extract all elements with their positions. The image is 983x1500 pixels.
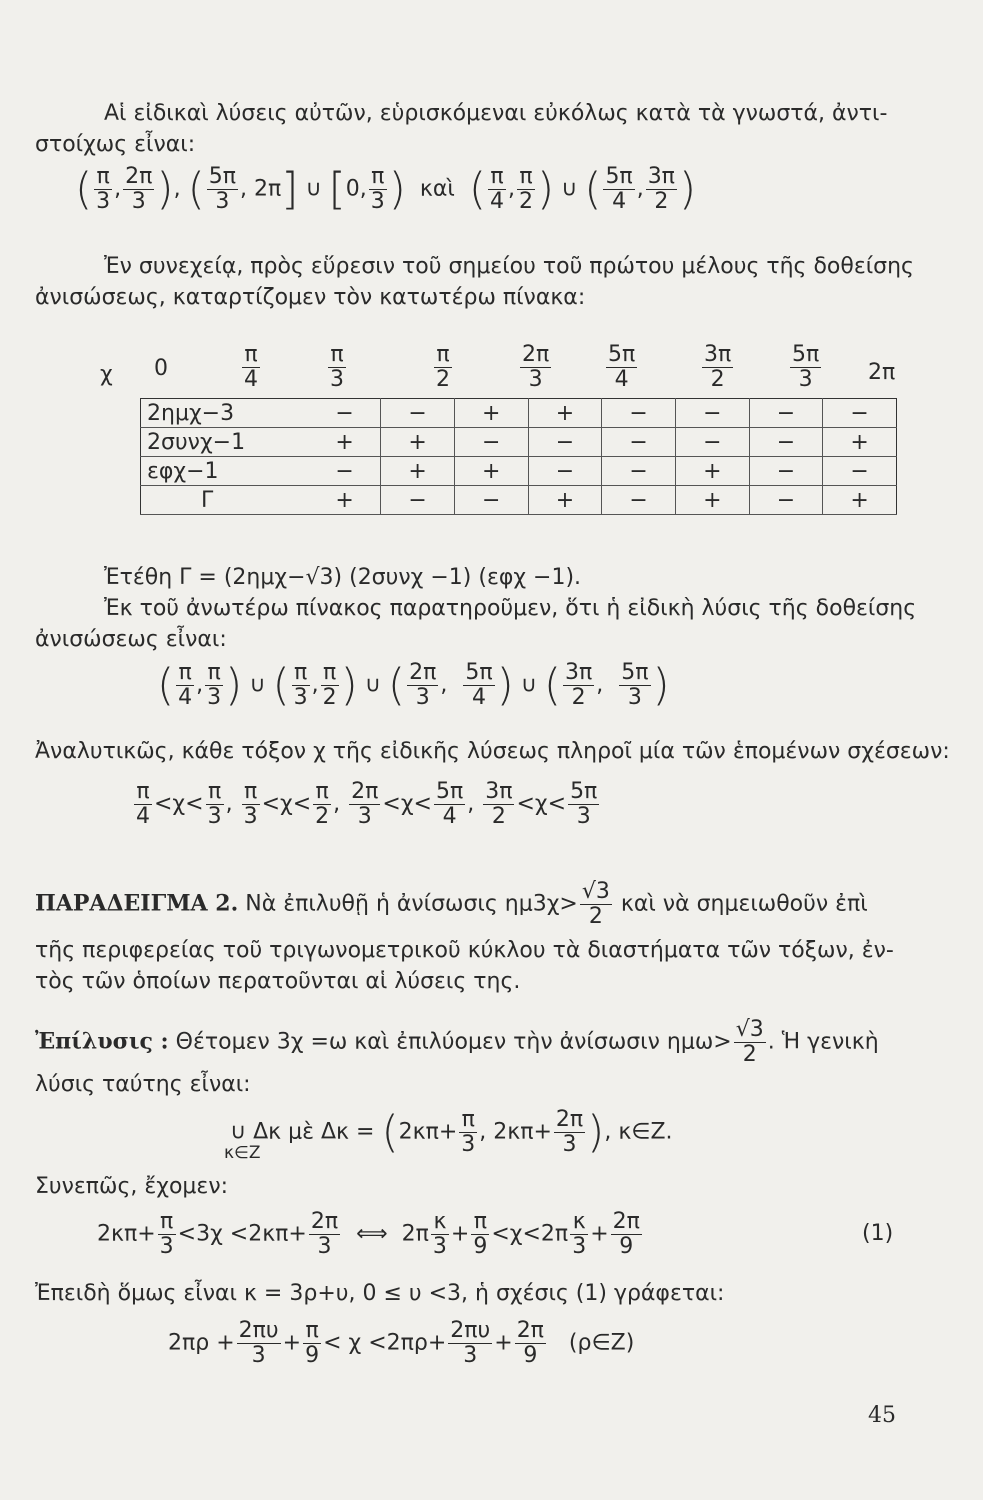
- sign-cell: −: [749, 428, 823, 457]
- page-number: 45: [868, 1403, 896, 1428]
- equation-label: (1): [862, 1221, 894, 1246]
- text-line: Ἐκ τοῦ ἀνωτέρω πίνακος παρατηροῦμεν, ὅτι ἡ εἰδικὴ λύσις τῆς δοθείσης: [104, 596, 917, 621]
- intervals-expression: ( $\frac{\pi}{3}$ , $\frac{2\pi}{3}$ ), ( $\frac{5\pi}{3}$ , 2π] ∪ [0, $\frac{\pi}{3}$ ) καὶ ( $\frac{\pi}{4}$ , $\frac{\pi}{2}$ ) ∪ ( $\frac{5\pi}{4}$ , $\frac{3\pi}{2}$ ): [75, 163, 697, 215]
- sign-cell: −: [823, 457, 897, 486]
- general-solution: ∪ Δκ μὲ Δκ = (2κπ+ $\frac{\pi}{3}$ , 2κπ+ $\frac{2\pi}{3}$ ), κ∈Z.: [230, 1106, 673, 1158]
- sign-cell: +: [675, 457, 749, 486]
- sign-cell: +: [454, 399, 528, 428]
- text-line: στοίχως εἶναι:: [35, 132, 196, 157]
- row-label: 2συνχ−1: [141, 428, 310, 457]
- sign-cell: −: [675, 428, 749, 457]
- sign-table: [140, 398, 897, 515]
- x-start: 0: [154, 356, 168, 381]
- row-label: εφχ−1: [141, 457, 310, 486]
- solution-intervals: ( $\frac{\pi}{4}$ , $\frac{\pi}{3}$ ) ∪ ( $\frac{\pi}{3}$ , $\frac{\pi}{2}$ ) ∪ ( $\frac{2\pi}{3}$ , $\frac{5\pi}{4}$ ) ∪ ( $\frac{3\pi}{2}$ , $\frac{5\pi}{3}$ ): [157, 659, 670, 711]
- sign-cell: +: [309, 486, 381, 515]
- x-point: $\frac{2\pi}{3}$: [522, 342, 550, 393]
- sign-cell: +: [823, 486, 897, 515]
- sign-cell: +: [528, 399, 602, 428]
- sign-cell: −: [309, 399, 381, 428]
- sign-cell: −: [309, 457, 381, 486]
- sign-cell: −: [381, 399, 455, 428]
- sign-cell: +: [675, 486, 749, 515]
- sign-cell: −: [823, 399, 897, 428]
- sign-cell: −: [749, 457, 823, 486]
- text-line: Αἱ εἰδικαὶ λύσεις αὐτῶν, εὑρισκόμεναι εὐκόλως κατὰ τὰ γνωστά, ἀντι-: [104, 101, 888, 126]
- text-line: ἀνισώσεως, καταρτίζομεν τὸν κατωτέρω πίνακα:: [35, 285, 586, 310]
- x-point: $\frac{\pi}{3}$: [330, 342, 344, 393]
- text-line: Ἀναλυτικῶς, κάθε τόξον χ τῆς εἰδικῆς λύσεως πληροῖ μία τῶν ἑπομένων σχέσεων:: [35, 739, 950, 764]
- row-label: Γ: [141, 486, 310, 515]
- relations-line: $\frac{\pi}{4}$ <χ< $\frac{\pi}{3}$ , $\frac{\pi}{3}$ <χ< $\frac{\pi}{2}$ , $\frac{2\pi}{3}$ <χ< $\frac{5\pi}{4}$ , $\frac{3\pi}{2}$ <χ< $\frac{5\pi}{3}$: [136, 779, 598, 830]
- sign-cell: −: [602, 428, 676, 457]
- table-row: [141, 399, 897, 428]
- sign-cell: −: [749, 486, 823, 515]
- union-subscript: κ∈Z: [224, 1143, 261, 1163]
- sign-cell: −: [675, 399, 749, 428]
- sign-cell: +: [454, 457, 528, 486]
- x-point: $\frac{\pi}{4}$: [244, 342, 258, 393]
- sign-cell: −: [602, 486, 676, 515]
- x-label: χ: [100, 362, 113, 387]
- sign-cell: −: [528, 457, 602, 486]
- sign-cell: −: [381, 486, 455, 515]
- text-line: τὸς τῶν ὁποίων περατοῦνται αἱ λύσεις της.: [35, 969, 521, 994]
- sign-cell: +: [381, 457, 455, 486]
- table-row: [141, 486, 897, 515]
- sign-cell: −: [454, 428, 528, 457]
- x-point: $\frac{5\pi}{3}$: [792, 342, 820, 393]
- solution-heading: Ἐπίλυσις :: [35, 1028, 169, 1055]
- equation-2: 2πρ + $\frac{2\pi\upsilon}{3}$ + $\frac{\pi}{9}$ < χ <2πρ+ $\frac{2\pi\upsilon}{3}$ + $\frac{2\pi}{9}$ (ρ∈Z): [168, 1318, 635, 1369]
- sign-cell: −: [454, 486, 528, 515]
- example-heading-line: ΠΑΡΑΔΕΙΓΜΑ 2. Νὰ ἐπιλυθῇ ἡ ἀνίσωσις ημ3χ> $\frac{√3}{2}$ καὶ νὰ σημειωθοῦν ἐπὶ: [35, 879, 868, 930]
- sign-cell: +: [823, 428, 897, 457]
- x-point: $\frac{\pi}{2}$: [436, 342, 450, 393]
- text-line: ἀνισώσεως εἶναι:: [35, 627, 227, 652]
- sign-cell: −: [602, 399, 676, 428]
- text-line: λύσις ταύτης εἶναι:: [35, 1072, 251, 1097]
- row-label: 2ημχ−3: [141, 399, 310, 428]
- x-point: $\frac{5\pi}{4}$: [608, 342, 636, 393]
- table-row: [141, 457, 897, 486]
- text-line: Ἐν συνεχείᾳ, πρὸς εὕρεσιν τοῦ σημείου τοῦ πρώτου μέλους τῆς δοθείσης: [104, 254, 914, 279]
- text-line: τῆς περιφερείας τοῦ τριγωνομετρικοῦ κύκλου τὰ διαστήματα τῶν τόξων, ἐν-: [35, 938, 894, 963]
- x-end: 2π: [868, 360, 896, 385]
- solution-line: Ἐπίλυσις : Θέτομεν 3χ =ω καὶ ἐπιλύομεν τὴν ἀνίσωσιν ημω> $\frac{√3}{2}$ . Ἡ γενικὴ: [35, 1017, 879, 1068]
- x-point: $\frac{3\pi}{2}$: [704, 342, 732, 393]
- example-title: ΠΑΡΑΔΕΙΓΜΑ 2.: [35, 890, 239, 917]
- sign-cell: −: [602, 457, 676, 486]
- table-row: [141, 428, 897, 457]
- sign-cell: −: [749, 399, 823, 428]
- equation-1: 2κπ+ $\frac{\pi}{3}$ <3χ <2κπ+ $\frac{2\pi}{3}$ ⟺ 2π $\frac{\kappa}{3}$ + $\frac{\pi}{9}$ <χ<2π $\frac{\kappa}{3}$ + $\frac{2\pi}{9}$: [97, 1209, 640, 1260]
- sign-cell: +: [381, 428, 455, 457]
- sign-cell: +: [528, 486, 602, 515]
- text-line: Ἐτέθη Γ = (2ημχ−√3) (2συνχ −1) (εφχ −1).: [104, 565, 582, 590]
- text-line: Ἐπειδὴ ὅμως εἶναι κ = 3ρ+υ, 0 ≤ υ <3, ἡ σχέσις (1) γράφεται:: [35, 1281, 725, 1306]
- sign-cell: +: [309, 428, 381, 457]
- text-line: Συνεπῶς, ἔχομεν:: [35, 1174, 229, 1199]
- sign-cell: −: [528, 428, 602, 457]
